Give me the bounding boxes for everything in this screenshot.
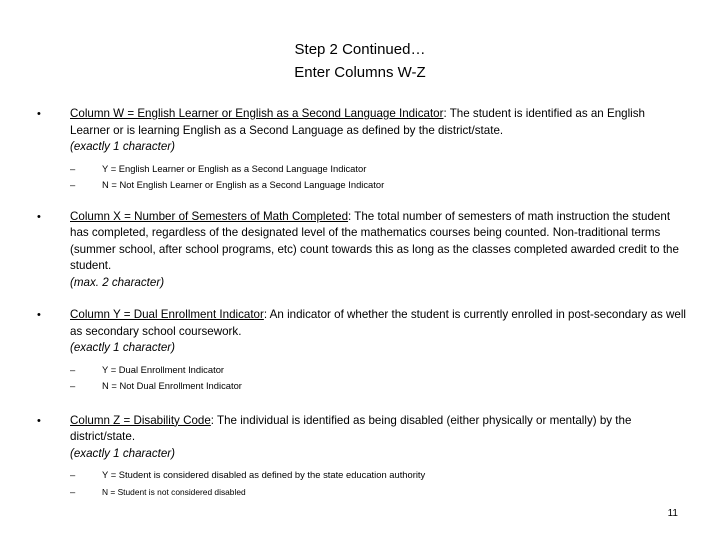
item-label: Column Y = Dual Enrollment Indicator [70, 308, 264, 321]
bullet-icon: • [37, 108, 41, 120]
sub-list [70, 362, 687, 395]
dash-icon: – [70, 485, 76, 497]
item-text: : The student is identified as an English Learner or is learning English as a Second Language as defined by the district/state. [70, 107, 645, 137]
item-note: (exactly 1 character) [70, 140, 176, 153]
dash-icon: – [70, 380, 76, 391]
sub-item [70, 362, 687, 379]
dash-icon: – [70, 469, 76, 480]
title-line-1: Step 2 Continued… [294, 41, 426, 58]
dash-icon: – [70, 179, 76, 190]
sub-item-text: N = Student is not considered disabled [102, 486, 246, 497]
bullet-list [37, 106, 687, 500]
sub-list [70, 161, 687, 194]
item-text: : The individual is identified as being disabled (either physically or mentally) by the district/state. [70, 413, 632, 443]
item-note: (exactly 1 character) [70, 446, 176, 460]
page-number: 11 [667, 508, 678, 519]
item-text: : The total number of semesters of math instruction the student has completed, regardless of the designated level of the mathematics courses being counted. Non-traditional terms (summer school, after school programs, etc) count towards this as long as the classes completed awarded credit to the student. [70, 209, 679, 272]
title-line-2: Enter Columns W-Z [294, 64, 426, 81]
bullet-icon: • [37, 414, 41, 427]
item-text: : An indicator of whether the student is currently enrolled in post-secondary as well as secondary school coursework. [70, 308, 686, 338]
item-label: Column Z = Disability Code [70, 413, 211, 427]
sub-list [70, 467, 687, 500]
item-note: (exactly 1 character) [70, 341, 176, 354]
sub-item [70, 467, 687, 484]
sub-item [70, 161, 687, 178]
bullet-icon: • [37, 210, 41, 223]
sub-item-text: N = Not Dual Enrollment Indicator [102, 380, 242, 391]
item-label: Column X = Number of Semesters of Math Completed [70, 209, 349, 223]
item-note: (max. 2 character) [70, 275, 165, 289]
bullet-item-column-z [37, 413, 687, 501]
dash-icon: – [70, 162, 76, 174]
bullet-item-column-y [37, 307, 687, 395]
sub-item [70, 484, 687, 501]
sub-item-text: N = Not English Learner or English as a Second Language Indicator [102, 179, 385, 190]
slide-title [0, 38, 720, 84]
item-label: Column W = English Learner or English as a Second Language Indicator [70, 107, 444, 120]
sub-item-text: Y = English Learner or English as a Second Language Indicator [102, 162, 367, 174]
sub-item-text: Y = Dual Enrollment Indicator [102, 363, 225, 375]
sub-item-text: Y = Student is considered disabled as defined by the state education authority [102, 469, 426, 480]
sub-item [70, 177, 687, 194]
sub-item [70, 378, 687, 395]
bullet-item-column-w [37, 106, 687, 194]
dash-icon: – [70, 363, 76, 375]
bullet-icon: • [37, 309, 41, 321]
bullet-item-column-x [37, 209, 687, 292]
